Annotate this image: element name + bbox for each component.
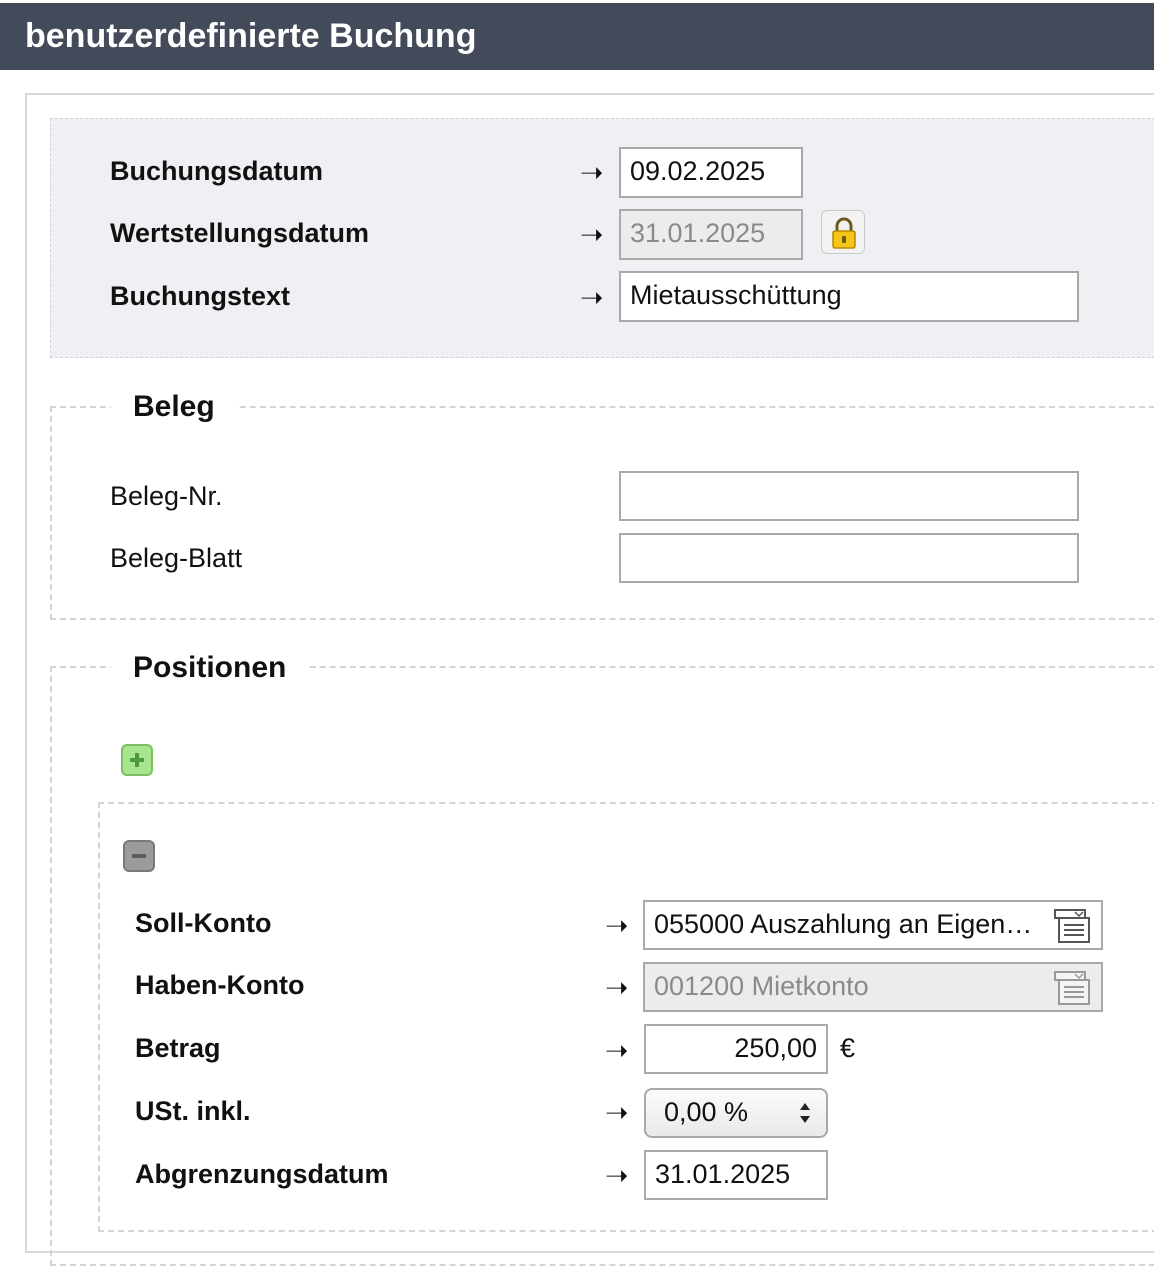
value-date-field: 31.01.2025 xyxy=(619,209,803,260)
credit-account-field xyxy=(643,962,1103,1012)
arrow-icon: ➝ xyxy=(605,972,629,1003)
window-title: benutzerdefinierte Buchung xyxy=(25,17,477,55)
window-titlebar xyxy=(0,0,1154,70)
booking-text-label: Buchungstext xyxy=(110,281,291,311)
arrow-icon: ➝ xyxy=(605,1035,629,1066)
value-date-label: Wertstellungsdatum xyxy=(110,218,370,248)
beleg-number-field[interactable] xyxy=(619,471,1079,521)
plus-icon xyxy=(123,746,151,774)
account-picker-icon[interactable] xyxy=(1053,908,1093,944)
vat-select[interactable] xyxy=(644,1088,828,1138)
amount-label: Betrag xyxy=(135,1033,221,1063)
beleg-sheet-field[interactable] xyxy=(619,533,1079,583)
beleg-legend: Beleg xyxy=(111,390,237,424)
beleg-number-label: Beleg-Nr. xyxy=(110,481,223,511)
accrual-date-field[interactable]: 31.01.2025 xyxy=(644,1150,828,1200)
arrow-icon: ➝ xyxy=(605,1160,629,1191)
accrual-date-label: Abgrenzungsdatum xyxy=(135,1159,389,1189)
vat-label: USt. inkl. xyxy=(135,1096,251,1126)
booking-date-field[interactable]: 09.02.2025 xyxy=(619,147,803,198)
positionen-legend: Positionen xyxy=(111,651,308,685)
debit-account-value: 055000 Auszahlung an Eigen… xyxy=(654,909,1033,939)
select-caret-icon xyxy=(798,1099,812,1127)
lock-icon xyxy=(822,211,866,255)
account-picker-icon xyxy=(1053,970,1093,1006)
currency-symbol: € xyxy=(840,1033,856,1063)
vat-select-value: 0,00 % xyxy=(664,1097,749,1127)
amount-field[interactable]: 250,00 xyxy=(644,1024,828,1074)
debit-account-label: Soll-Konto xyxy=(135,908,272,938)
lock-button[interactable] xyxy=(821,210,865,254)
debit-account-field[interactable] xyxy=(643,900,1103,950)
credit-account-label: Haben-Konto xyxy=(135,970,305,1000)
arrow-icon: ➝ xyxy=(580,282,604,313)
arrow-icon: ➝ xyxy=(580,219,604,250)
beleg-sheet-label: Beleg-Blatt xyxy=(110,543,243,573)
arrow-icon: ➝ xyxy=(580,157,604,188)
arrow-icon: ➝ xyxy=(605,910,629,941)
minus-icon xyxy=(125,842,153,870)
booking-date-label: Buchungsdatum xyxy=(110,156,323,186)
booking-text-field[interactable]: Mietausschüttung xyxy=(619,271,1079,322)
add-position-button[interactable] xyxy=(121,744,153,776)
remove-position-button[interactable] xyxy=(123,840,155,872)
arrow-icon: ➝ xyxy=(605,1097,629,1128)
credit-account-value: 001200 Mietkonto xyxy=(654,971,869,1001)
